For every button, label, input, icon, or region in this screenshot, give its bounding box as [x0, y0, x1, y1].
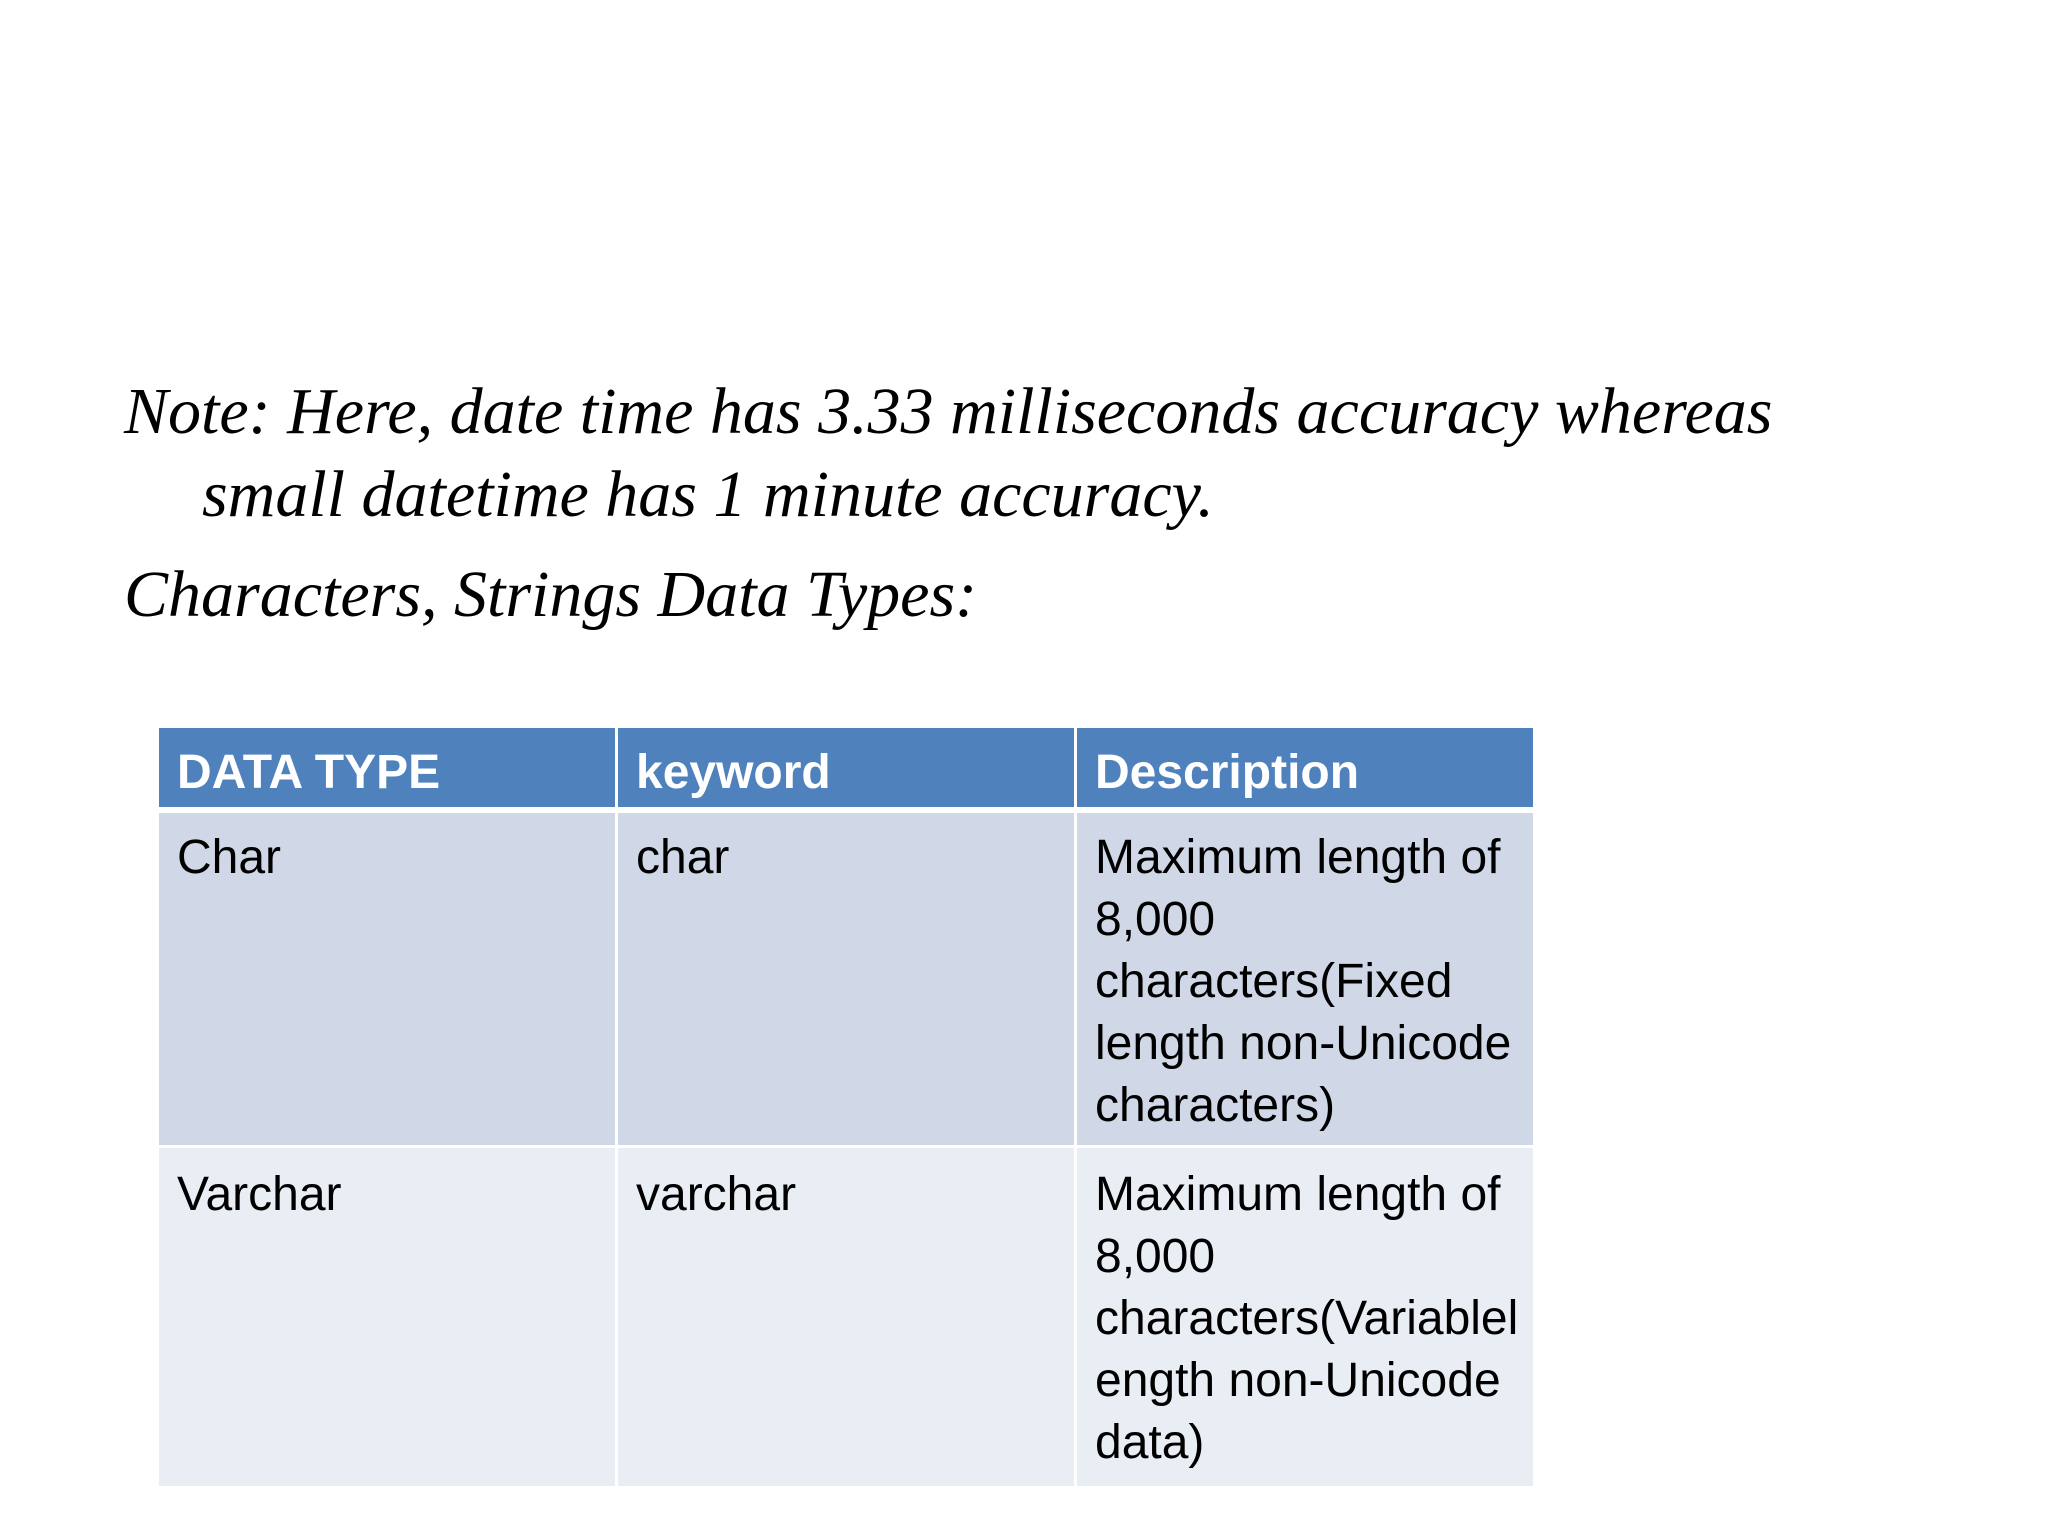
section-heading: Characters, Strings Data Types: — [124, 558, 978, 631]
table-row — [158, 810, 1535, 1147]
data-types-table — [156, 725, 1536, 1489]
cell-keyword: char — [617, 810, 1076, 1147]
header-data-type: DATA TYPE — [158, 727, 617, 811]
table-header-row — [158, 727, 1535, 811]
note-paragraph: Note: Here, date time has 3.33 milliseconds accuracy whereas small datetime has 1 minute accuracy. — [124, 375, 1773, 531]
cell-data-type: Char — [158, 810, 617, 1147]
cell-description: Maximum length of 8,000 characters(Fixed length non-Unicode characters) — [1076, 810, 1535, 1147]
header-keyword: keyword — [617, 727, 1076, 811]
table-row — [158, 1147, 1535, 1488]
header-description: Description — [1076, 727, 1535, 811]
cell-description: Maximum length of 8,000 characters(Variablel ength non-Unicode data) — [1076, 1147, 1535, 1488]
slide-body — [124, 370, 1924, 636]
cell-keyword: varchar — [617, 1147, 1076, 1488]
cell-data-type: Varchar — [158, 1147, 617, 1488]
